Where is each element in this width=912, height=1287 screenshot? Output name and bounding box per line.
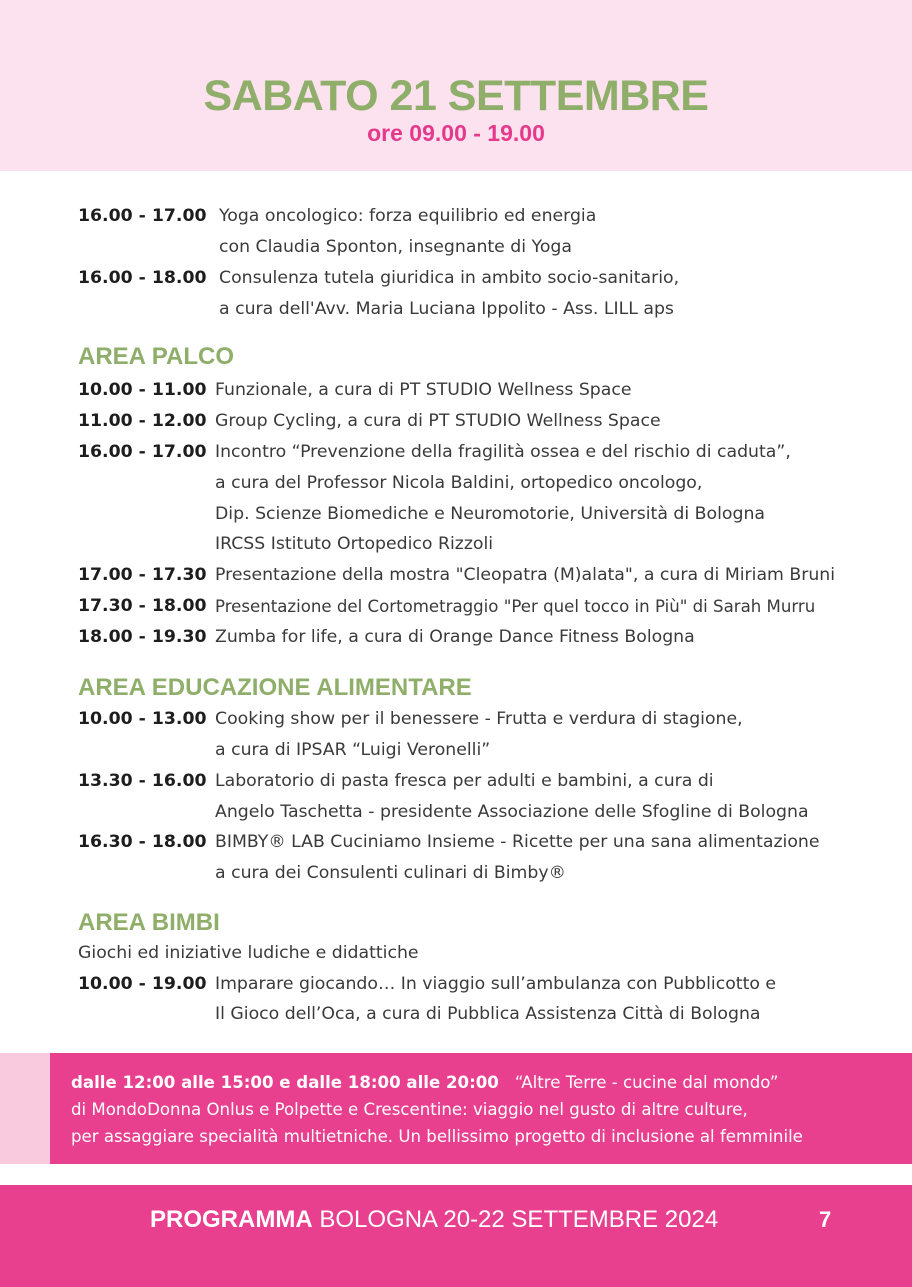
program-title <box>150 1204 718 1236</box>
band-title: “Altre Terre - cucine dal mondo” <box>514 1073 779 1092</box>
schedule-time: 16.00 - 17.00 <box>78 442 207 462</box>
page-number: 7 <box>819 1207 832 1232</box>
day-title: SABATO 21 SETTEMBRE <box>203 72 709 120</box>
schedule-description: Consulenza tutela giuridica in ambito socio-sanitario, <box>219 268 680 288</box>
schedule-time: 17.00 - 17.30 <box>78 565 207 585</box>
schedule-description: Cooking show per il benessere - Frutta e verdura di stagione, <box>215 709 743 729</box>
schedule-time: 16.00 - 18.00 <box>78 268 207 288</box>
schedule-time: 16.30 - 18.00 <box>78 832 207 852</box>
schedule-description: Group Cycling, a cura di PT STUDIO Wellness Space <box>215 411 661 431</box>
schedule-description: a cura di IPSAR “Luigi Veronelli” <box>215 740 491 760</box>
schedule-description: BIMBY® LAB Cuciniamo Insieme - Ricette per una sana alimentazione <box>215 832 820 852</box>
page-footer <box>0 1185 912 1287</box>
band-time: dalle 12:00 alle 15:00 e dalle 18:00 alle 20:00 <box>71 1073 499 1092</box>
band-line-2: di MondoDonna Onlus e Polpette e Crescentine: viaggio nel gusto di altre culture, <box>71 1100 748 1119</box>
schedule-time: 13.30 - 16.00 <box>78 771 207 791</box>
highlight-band <box>50 1053 912 1164</box>
schedule-description: Zumba for life, a cura di Orange Dance Fitness Bologna <box>215 627 695 647</box>
schedule-description: Dip. Scienze Biomediche e Neuromotorie, Università di Bologna <box>215 504 765 524</box>
schedule-time: 11.00 - 12.00 <box>78 411 207 431</box>
schedule-time: 10.00 - 19.00 <box>78 974 207 994</box>
schedule-description: a cura dei Consulenti culinari di Bimby® <box>215 863 566 883</box>
schedule-description: IRCSS Istituto Ortopedico Rizzoli <box>215 534 494 554</box>
schedule-time: 17.30 - 18.00 <box>78 596 207 616</box>
schedule-description: Angelo Taschetta - presidente Associazione delle Sfogline di Bologna <box>215 802 809 822</box>
schedule-time: 10.00 - 13.00 <box>78 709 207 729</box>
schedule-time: 16.00 - 17.00 <box>78 206 207 226</box>
schedule-description: Il Gioco dell’Oca, a cura di Pubblica Assistenza Città di Bologna <box>215 1004 761 1024</box>
program-event: BOLOGNA 20-22 SETTEMBRE 2024 <box>319 1206 719 1233</box>
opening-hours: ore 09.00 - 19.00 <box>367 120 545 146</box>
schedule-description: Incontro “Prevenzione della fragilità ossea e del rischio di caduta”, <box>215 442 791 462</box>
schedule-description: Presentazione del Cortometraggio "Per quel tocco in Più" di Sarah Murru <box>215 597 816 616</box>
schedule-description: Funzionale, a cura di PT STUDIO Wellness Space <box>215 380 632 400</box>
section-title-area-educazione-alimentare: AREA EDUCAZIONE ALIMENTARE <box>78 674 472 701</box>
section-title-area-palco: AREA PALCO <box>78 343 234 370</box>
page-header <box>0 0 912 171</box>
schedule-description: a cura dell'Avv. Maria Luciana Ippolito - Ass. LILL aps <box>219 299 674 319</box>
schedule-description: Laboratorio di pasta fresca per adulti e bambini, a cura di <box>215 771 714 791</box>
schedule-description: con Claudia Sponton, insegnante di Yoga <box>219 237 572 257</box>
schedule-time: 18.00 - 19.30 <box>78 627 207 647</box>
schedule-time: 10.00 - 11.00 <box>78 380 207 400</box>
band-accent <box>0 1053 50 1164</box>
band-line-1 <box>71 1069 912 1096</box>
program-label: PROGRAMMA <box>150 1206 313 1233</box>
schedule-description: a cura del Professor Nicola Baldini, ortopedico oncologo, <box>215 473 703 493</box>
section-subtitle: Giochi ed iniziative ludiche e didattiche <box>78 943 419 963</box>
schedule-description: Presentazione della mostra "Cleopatra (M)alata", a cura di Miriam Bruni <box>215 565 836 585</box>
schedule-description: Imparare giocando… In viaggio sull’ambulanza con Pubblicotto e <box>215 974 777 994</box>
band-line-3: per assaggiare specialità multietniche. Un bellissimo progetto di inclusione al femminile <box>71 1127 803 1146</box>
section-title-area-bimbi: AREA BIMBI <box>78 909 220 936</box>
schedule-description: Yoga oncologico: forza equilibrio ed energia <box>219 206 597 226</box>
